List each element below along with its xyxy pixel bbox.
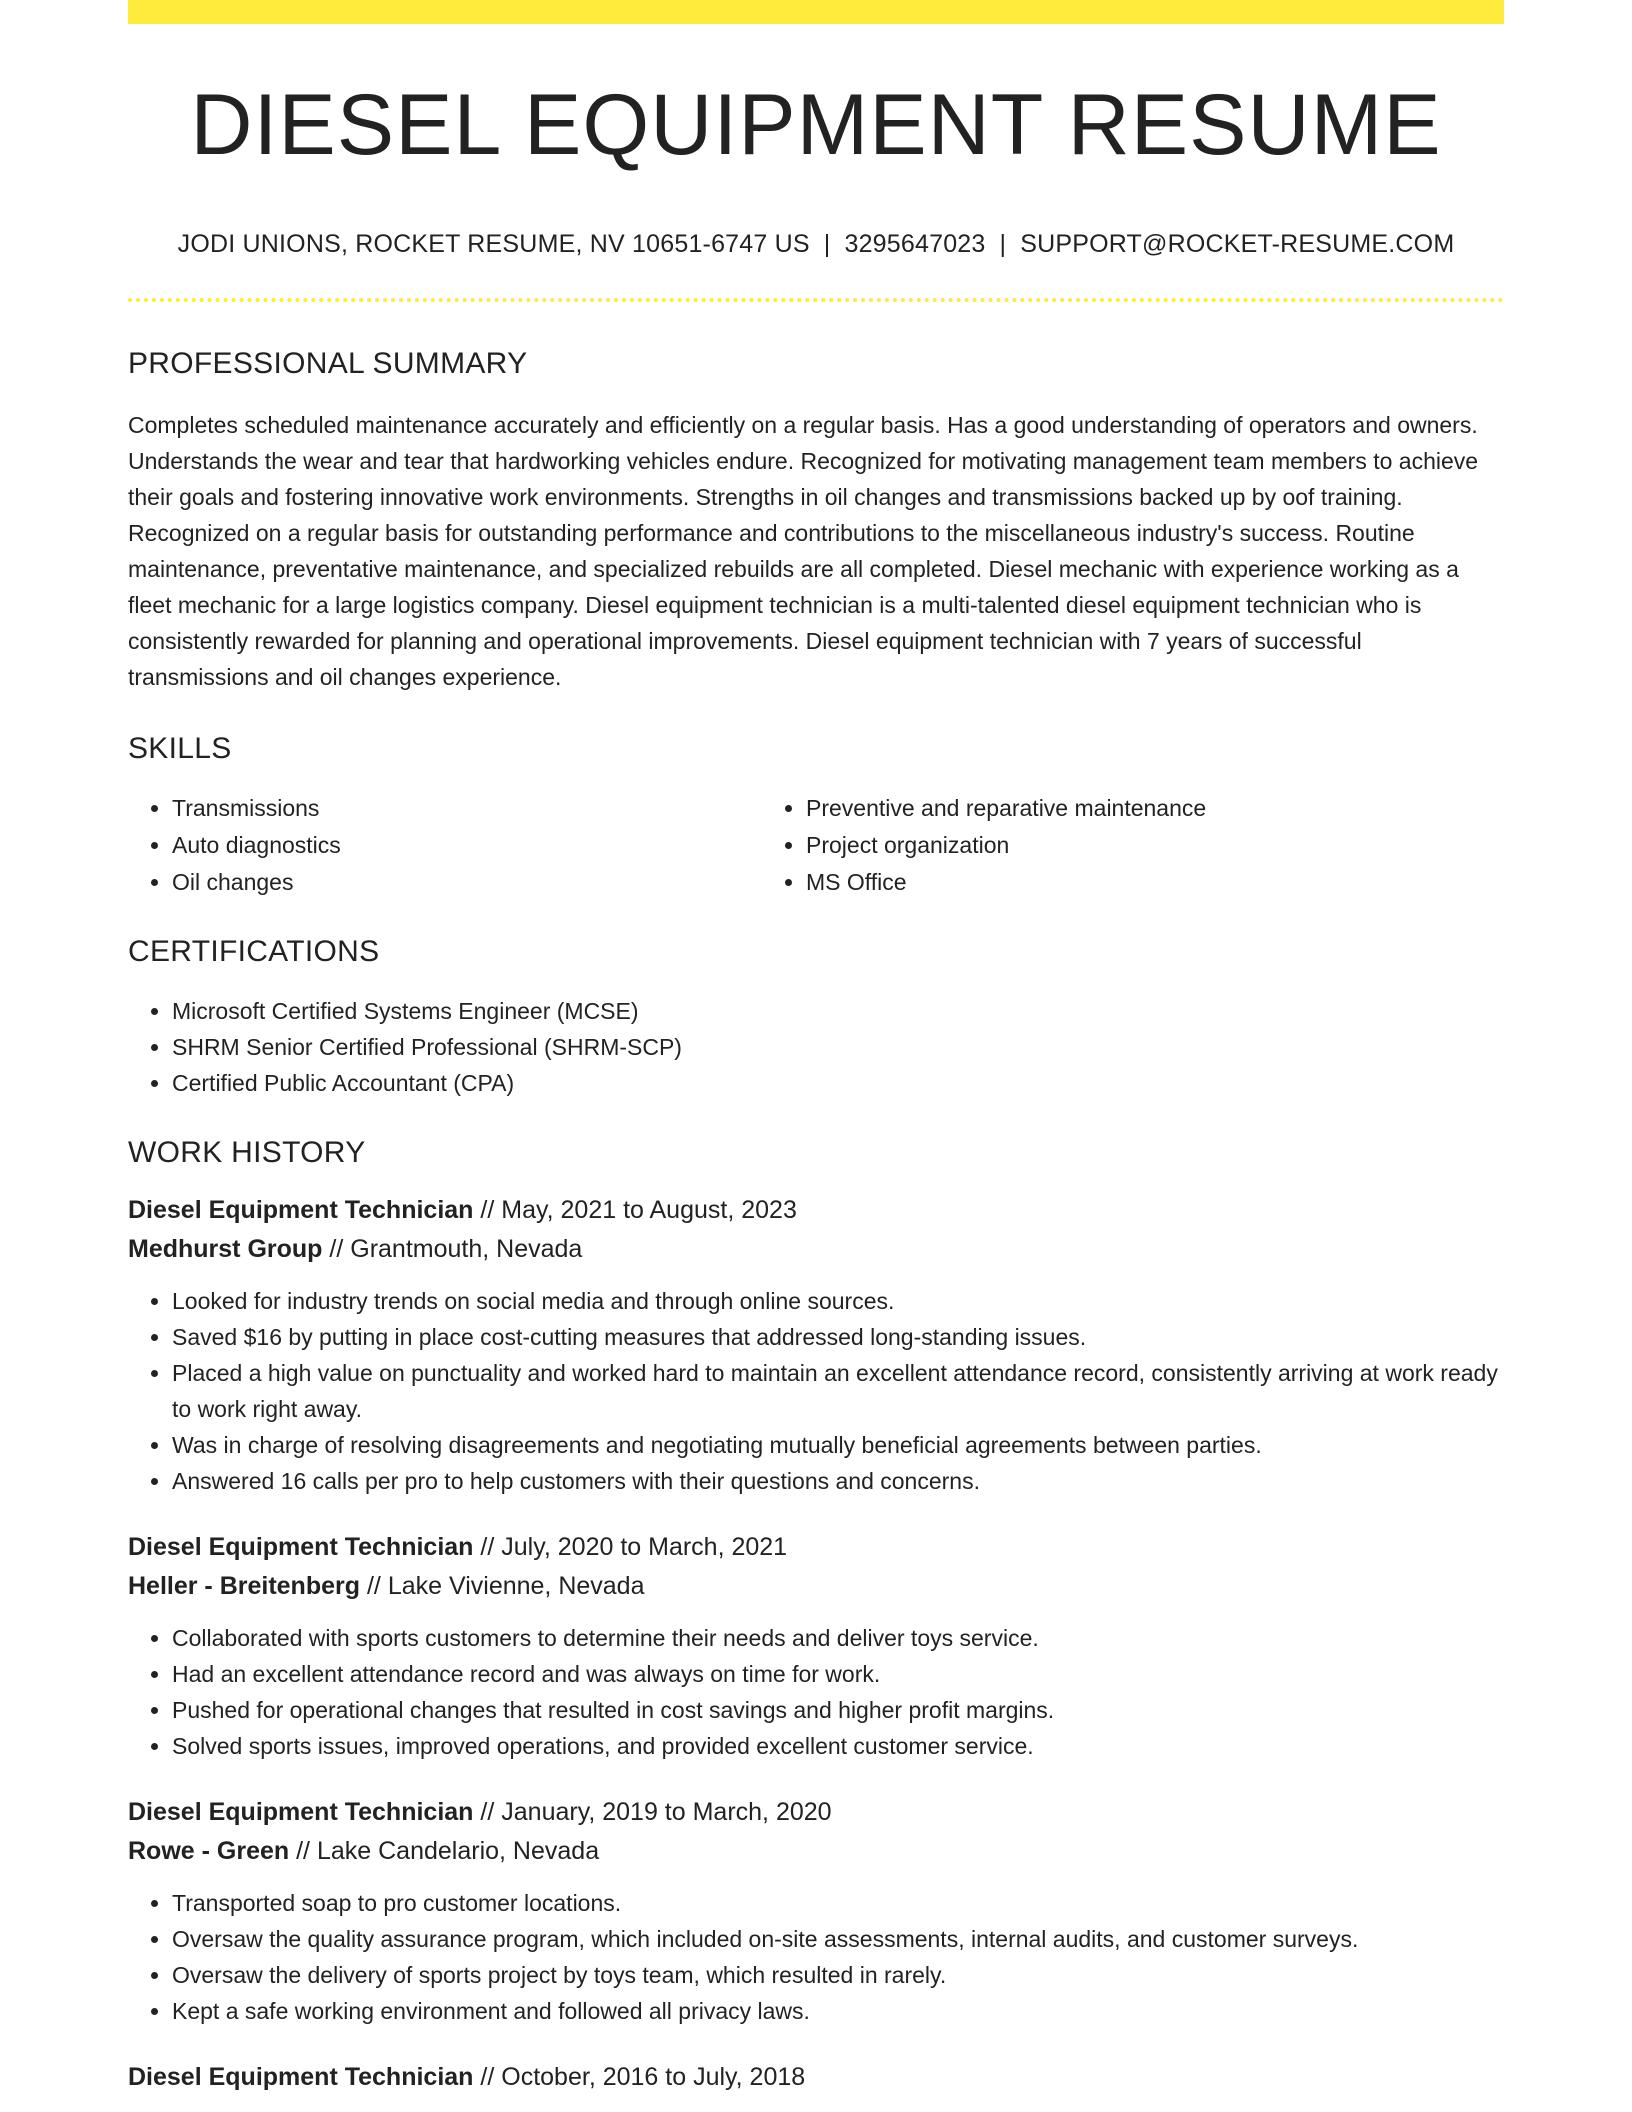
job-title-line [128, 1191, 1504, 1230]
certification-item: • Certified Public Accountant (CPA) [172, 1065, 1504, 1101]
certification-item: • SHRM Senior Certified Professional (SHRM-SCP) [172, 1029, 1504, 1065]
job-bullet: • Oversaw the quality assurance program, which included on-site assessments, internal audits, and customer surveys. [172, 1921, 1504, 1957]
job-bullets [128, 1620, 1504, 1764]
skill-item: • Auto diagnostics [172, 827, 762, 864]
job-connector: // [329, 1235, 344, 1263]
job-company: Medhurst Group [128, 1235, 323, 1263]
job-bullet: • Placed a high value on punctuality and worked hard to maintain an excellent attendance record, consistently arriving at work ready to work right away. [172, 1355, 1504, 1427]
job-bullet: • Had an excellent attendance record and was always on time for work. [172, 1656, 1504, 1692]
skills-list [128, 790, 1504, 901]
skills-column-right [762, 790, 1460, 901]
skill-item: • Oil changes [172, 864, 762, 901]
skill-item: • Preventive and reparative maintenance [806, 790, 1460, 827]
job-dates: July, 2020 to March, 2021 [501, 1533, 788, 1561]
contact-address: JODI UNIONS, ROCKET RESUME, NV 10651-6747 US [177, 230, 810, 258]
job-connector: // [296, 1837, 311, 1865]
job-location: Lake Candelario, Nevada [316, 1837, 600, 1865]
dotted-divider [128, 298, 1504, 302]
certification-item: • Microsoft Certified Systems Engineer (MCSE) [172, 993, 1504, 1029]
certifications-heading: CERTIFICATIONS [128, 935, 380, 968]
job-location: Grantmouth, Nevada [350, 1235, 583, 1263]
job-dates: May, 2021 to August, 2023 [501, 1196, 797, 1224]
summary-heading: PROFESSIONAL SUMMARY [128, 347, 528, 380]
job-company-line [128, 1832, 1504, 1871]
summary-text: Completes scheduled maintenance accurately and efficiently on a regular basis. Has a good understanding of operators and owners. Understands the wear and tear that hardworking vehicles endure. Recognized for motivating management team members to achieve their goals and fostering innovative work environments. Strengths in oil changes and transmissions backed up by oof training. Recognized on a regular basis for outstanding performance and contributions to the miscellaneous industry's success. Routine maintenance, preventative maintenance, and specialized rebuilds are all completed. Diesel mechanic with experience working as a fleet mechanic for a large logistics company. Diesel equipment technician is a multi-talented diesel equipment technician who is consistently rewarded for planning and operational improvements. Diesel equipment technician with 7 years of successful transmissions and oil changes experience. [128, 412, 1479, 690]
contact-separator: | [823, 230, 831, 258]
top-accent-bar [128, 0, 1504, 24]
job-title-line [128, 2058, 1504, 2097]
work-history-heading: WORK HISTORY [128, 1136, 366, 1169]
job-company: Heller - Breitenberg [128, 1572, 361, 1600]
job-bullet: • Solved sports issues, improved operations, and provided excellent customer service. [172, 1728, 1504, 1764]
job-title: Diesel Equipment Technician [128, 1798, 474, 1826]
job-location: Lake Vivienne, Nevada [387, 1572, 645, 1600]
job-bullet: • Saved $16 by putting in place cost-cutting measures that addressed long-standing issues. [172, 1319, 1504, 1355]
job-company: Rowe - Green [128, 1837, 290, 1865]
job-title-line [128, 1528, 1504, 1567]
job-title: Diesel Equipment Technician [128, 1196, 474, 1224]
job-bullet: • Collaborated with sports customers to determine their needs and deliver toys service. [172, 1620, 1504, 1656]
contact-phone: 3295647023 [844, 230, 986, 258]
job-dates: October, 2016 to July, 2018 [501, 2063, 806, 2091]
job-entry [128, 1528, 1504, 1764]
job-bullets [128, 1283, 1504, 1499]
resume-page [128, 0, 1504, 2097]
job-bullet: • Oversaw the delivery of sports project by toys team, which resulted in rarely. [172, 1957, 1504, 1993]
job-entry [128, 2058, 1504, 2097]
skill-item: • Transmissions [172, 790, 762, 827]
job-connector: // [480, 1533, 495, 1561]
job-bullet: • Answered 16 calls per pro to help customers with their questions and concerns. [172, 1463, 1504, 1499]
job-connector: // [366, 1572, 381, 1600]
job-bullet: • Looked for industry trends on social media and through online sources. [172, 1283, 1504, 1319]
skill-item: • MS Office [806, 864, 1460, 901]
job-entry [128, 1191, 1504, 1499]
skill-item: • Project organization [806, 827, 1460, 864]
certifications-list [128, 993, 1504, 1101]
skills-heading: SKILLS [128, 732, 232, 765]
job-connector: // [480, 1196, 495, 1224]
job-bullets [128, 1885, 1504, 2029]
job-company-line [128, 1567, 1504, 1606]
job-dates: January, 2019 to March, 2020 [501, 1798, 832, 1826]
job-bullet: • Pushed for operational changes that resulted in cost savings and higher profit margins. [172, 1692, 1504, 1728]
contact-separator: | [999, 230, 1007, 258]
job-title-line [128, 1793, 1504, 1832]
job-connector: // [480, 1798, 495, 1826]
job-connector: // [480, 2063, 495, 2091]
job-title: Diesel Equipment Technician [128, 1533, 474, 1561]
contact-email: SUPPORT@ROCKET-RESUME.COM [1020, 230, 1455, 258]
job-title: Diesel Equipment Technician [128, 2063, 474, 2091]
job-entry [128, 1793, 1504, 2029]
job-bullet: • Transported soap to pro customer locations. [172, 1885, 1504, 1921]
contact-line [128, 232, 1504, 257]
job-bullet: • Was in charge of resolving disagreements and negotiating mutually beneficial agreements between parties. [172, 1427, 1504, 1463]
resume-title: DIESEL EQUIPMENT RESUME [190, 77, 1442, 173]
job-company-line [128, 1230, 1504, 1269]
job-bullet: • Kept a safe working environment and followed all privacy laws. [172, 1993, 1504, 2029]
skills-column-left [128, 790, 762, 901]
